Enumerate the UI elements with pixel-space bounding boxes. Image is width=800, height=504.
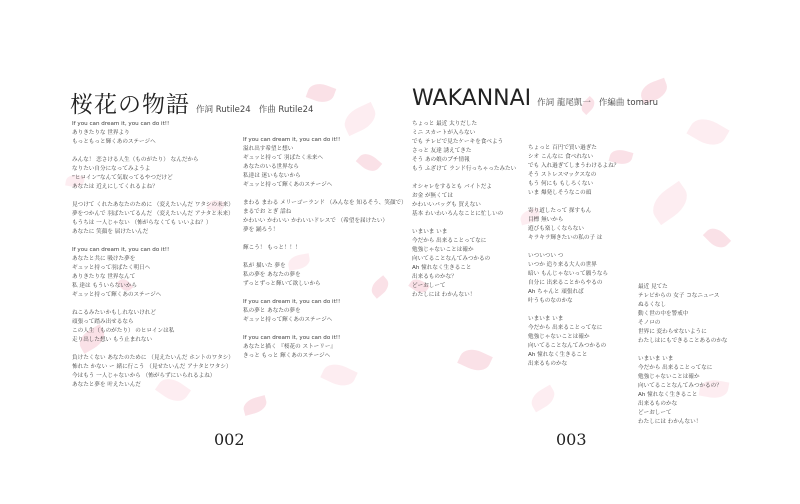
lyric-line: 夢を 踊ろう！ [243, 227, 279, 233]
lyrics-stanza [243, 244, 407, 253]
lyric-line: どーおしーて [412, 283, 446, 289]
lyric-line: Ah ちゃんと 頑張れば [528, 289, 584, 295]
lyrics-stanza [72, 309, 234, 345]
lyric-line: あなたと共に 吸けた夢を [72, 256, 136, 262]
lyric-line: 私が 描いた 夢を [243, 263, 286, 269]
lyrics-stanza [243, 136, 407, 190]
composer-credit: 作曲 Rutile24 [258, 105, 314, 115]
lyric-line: 怖れた かない ー 緒に行こう （見せたいんだ アナタとワタシ） [72, 364, 232, 370]
page-number-right: 003 [556, 430, 587, 449]
lyric-line: 向いてることなんてみつかるの [412, 256, 491, 262]
lyric-line: 勉強じゃないことは確か [638, 374, 700, 380]
lyric-line: シオ こんなに 食べれない [528, 154, 594, 160]
petal-decoration [340, 102, 380, 136]
lyrics-stanza [412, 183, 516, 219]
lyric-line: ちょっと 百円で買い過ぎた [528, 145, 597, 151]
lyric-line: 遊びも楽しくならない [528, 226, 584, 232]
page-left [58, 80, 407, 420]
lyric-line: 今はもう 一人じゃないから （怖がらずにいられるよね） [72, 373, 216, 379]
lyric-line: この人生（ものがたり） のヒロインは私 [72, 328, 175, 334]
lyrics-stanza [72, 246, 234, 300]
lyric-line: まるでお とぎ 話ね [243, 209, 292, 215]
lyricist-credit: 作詞 龍尾凱一 [537, 98, 591, 108]
lyric-line: 向いてることなんてみつかるの？ [638, 383, 722, 389]
lyric-line: 私達は 迷いもないから [243, 173, 301, 179]
lyrics-stanza [72, 354, 234, 390]
lyrics-stanza [528, 252, 619, 306]
lyric-line: かわいい かわいい かわいいドレスで （希望を届けたい） [243, 218, 389, 224]
lyric-line: もっともっと輝くあのステージへ [72, 139, 156, 145]
lyric-line: If you can dream it, you can do it!! [243, 137, 341, 143]
booklet-spread [58, 80, 742, 425]
lyric-line: テレビからの 女子 コなニュース [638, 293, 720, 299]
lyric-line: 走り出した想い もう止まれない [72, 337, 153, 343]
lyric-line: かわいいバッグも 買えない [412, 202, 481, 208]
composer-credit: 作編曲 tomaru [598, 98, 658, 108]
lyrics-stanza [243, 199, 407, 235]
lyric-line: ねこるみたいかもしれないけれど [72, 310, 156, 316]
lyric-line: 自分に 出来ることからやるの [528, 280, 603, 286]
lyric-line: あなたと描く 『桜花の ストーリー』 [243, 344, 337, 350]
lyric-line: さっと 友達 誘えてきた [412, 148, 472, 154]
lyrics-stanza [638, 283, 728, 346]
song-header [412, 86, 658, 111]
lyric-line: あなたのいる世界なら [243, 164, 299, 170]
lyrics-stanza [243, 262, 407, 289]
lyric-line: 見つけて くれたあなたのために （変えたいんだ ワタシの未来） [72, 202, 234, 208]
page-right [400, 80, 742, 425]
lyric-line: もうちは 一人じゃない （怖がらなくても いいよね？） [72, 220, 212, 226]
lyric-line: ギュッと持って輝くあのステージへ [243, 182, 333, 188]
lyric-line: ありきたりな 世界なんて [72, 274, 136, 280]
lyric-line: わたしはにもできることあるのかな [638, 338, 728, 344]
lyric-line: お金 が無くては [412, 193, 453, 199]
lyric-line: 溢れ出す希望と想い [243, 146, 294, 152]
lyric-line: 私の夢と あなたの夢を [243, 308, 301, 314]
lyric-line: いついつい つ [528, 253, 564, 259]
lyrics-column [638, 283, 728, 436]
lyric-line: わたしには わかんない！ [638, 419, 702, 425]
lyric-line: 世界に 変わらせないように [638, 329, 707, 335]
lyric-line: オシャレをするとも バイトだよ [412, 184, 492, 190]
lyric-line: いまいま いま [412, 229, 448, 235]
lyrics-stanza [243, 298, 407, 325]
lyric-line: でも 入れ過ぎてしまうわけるよね？ [528, 163, 620, 169]
lyrics-stanza [638, 355, 728, 427]
lyric-line: ギュッと持って輝くあのステージへ [243, 317, 333, 323]
lyric-line: 出来るものかな [528, 361, 568, 367]
lyric-line: 暗い もんじゃないって願うなら [528, 271, 609, 277]
lyrics-column [243, 136, 407, 370]
lyric-line: If you can dream it, you can do it!! [72, 121, 170, 127]
lyric-line: ずっとずっと輝いて欲しいから [243, 281, 321, 287]
lyric-line: もう ふざけて ランド行っちゃったみたい [412, 166, 517, 172]
petal-decoration [686, 113, 729, 152]
lyric-line: 動く世の中を警戒中 [638, 311, 689, 317]
song-header [70, 86, 313, 119]
lyric-line: 出来るものかな？ [412, 274, 457, 280]
petal-decoration [703, 224, 731, 252]
lyric-line: Ah 憧れなく生きること [412, 265, 472, 271]
lyric-line: ギュッと持って 羽ばたく未来へ [243, 155, 324, 161]
lyric-line: 輝こう！ もっと！！！ [243, 245, 301, 251]
lyric-line: “ヒロイン”なんて気取ってるやつだけど [72, 175, 173, 181]
lyric-line: そう ストレスマックスなの [528, 172, 597, 178]
lyric-line: そう あの娘のプチ情報 [412, 157, 470, 163]
lyric-line: If you can dream it, you can do it!! [243, 335, 341, 341]
page-number-left: 002 [214, 430, 245, 449]
lyric-line: 寄り道したって 探すもん [528, 208, 592, 214]
lyrics-column [72, 120, 234, 399]
lyrics-stanza [72, 120, 234, 147]
lyric-line: ちょっと 最近 太りだした [412, 121, 478, 127]
lyric-line: ギュッと持って羽ばたく明日へ [72, 265, 151, 271]
lyric-line: わたしには わかんない！ [412, 292, 476, 298]
lyric-line: 勉強じゃないことは確か [412, 247, 474, 253]
lyric-line: 出来るものかな [638, 401, 678, 407]
lyric-line: いつか 追り来る大人の世界 [528, 262, 597, 268]
lyric-line: 目標 無いから [528, 217, 564, 223]
lyric-line: みんな！ 恋さける人生（ものがたり） なんだから [72, 157, 199, 163]
lyric-line: ギュッと持って輝くあのステージへ [72, 292, 162, 298]
lyric-line: 基本 わいわいろんなことに忙しいの [412, 211, 504, 217]
lyric-line: If you can dream it, you can do it!! [243, 299, 341, 305]
petal-decoration [527, 385, 558, 413]
lyric-line: どーおしーて [638, 410, 672, 416]
lyrics-column [528, 144, 619, 378]
lyric-line: 夢をつかんで 羽ばたいてるんだ （変えたいんだ アナタと未来） [72, 211, 234, 217]
lyric-line: Ah 憧れなく生きること [528, 352, 588, 358]
lyric-line: いま 爆発しそうなこの頭 [528, 190, 592, 196]
lyric-line: 今だから 出来ることってなに [528, 325, 603, 331]
lyric-line: いまいま いま [638, 356, 674, 362]
lyric-line: 向いてることなんてみつかるの [528, 343, 607, 349]
lyric-line: あなたと夢を 叶えたいんだ [72, 382, 141, 388]
lyric-line: 最近 見てた [638, 284, 668, 290]
lyricist-credit: 作詞 Rutile24 [196, 105, 251, 115]
lyrics-stanza [528, 144, 619, 198]
lyric-line: きっと もっと 輝くあのステージへ [243, 353, 331, 359]
lyrics-stanza [412, 120, 516, 174]
lyrics-stanza [72, 201, 234, 237]
lyrics-stanza [72, 156, 234, 192]
lyric-line: ありきたりな 世界より [72, 130, 130, 136]
lyric-line: 私 達は もういらないから [72, 283, 138, 289]
lyric-line: いまいま いま [528, 316, 564, 322]
lyric-line: そノロの [638, 320, 661, 326]
song-title: WAKANNAI [412, 86, 532, 111]
lyric-line: でも テレビで見たケーキを食べよう [412, 139, 504, 145]
lyric-line: もう 何にも もしろくない [528, 181, 594, 187]
petal-decoration [646, 181, 694, 225]
lyric-line: 私の夢を あなたの夢を [243, 272, 301, 278]
lyrics-stanza [243, 334, 407, 361]
lyric-line: キラキラ輝きたいの私の子 は [528, 235, 603, 241]
lyrics-stanza [528, 207, 619, 243]
lyrics-stanza [412, 228, 516, 300]
lyric-line: 今だから 出来ることってなに [412, 238, 487, 244]
lyric-line: 今だから 出来ることってなに [638, 365, 713, 371]
lyric-line: 頑張って踏み出せるなら [72, 319, 134, 325]
song-title: 桜花の物語 [70, 92, 190, 118]
lyric-line: まわる まわる メリーゴーランド （みんなを 知るそう、笑顔で） [243, 200, 407, 206]
lyrics-stanza [528, 315, 619, 369]
lyrics-column [412, 120, 516, 309]
lyric-line: あなたは 近えにしてくれるよね？ [72, 184, 158, 190]
lyric-line: Ah 憧れなく生きること [638, 392, 698, 398]
lyric-line: あなたに 笑顔を 届けたいんだ [72, 229, 149, 235]
lyric-line: 勉強じゃないことは確か [528, 334, 590, 340]
lyric-line: ぬるくなし [638, 302, 666, 308]
lyric-line: ミニ スカートが入らない [412, 130, 476, 136]
petal-decoration [241, 395, 268, 416]
lyric-line: 負けたくない あなたのために （見えたいんだ ホントのワタシ） [72, 355, 234, 361]
lyric-line: なりたい自分になってみようよ [72, 166, 151, 172]
lyric-line: If you can dream it, you can do it!! [72, 247, 170, 253]
petal-decoration [457, 345, 493, 376]
lyric-line: 叶うものなのかな [528, 298, 573, 304]
